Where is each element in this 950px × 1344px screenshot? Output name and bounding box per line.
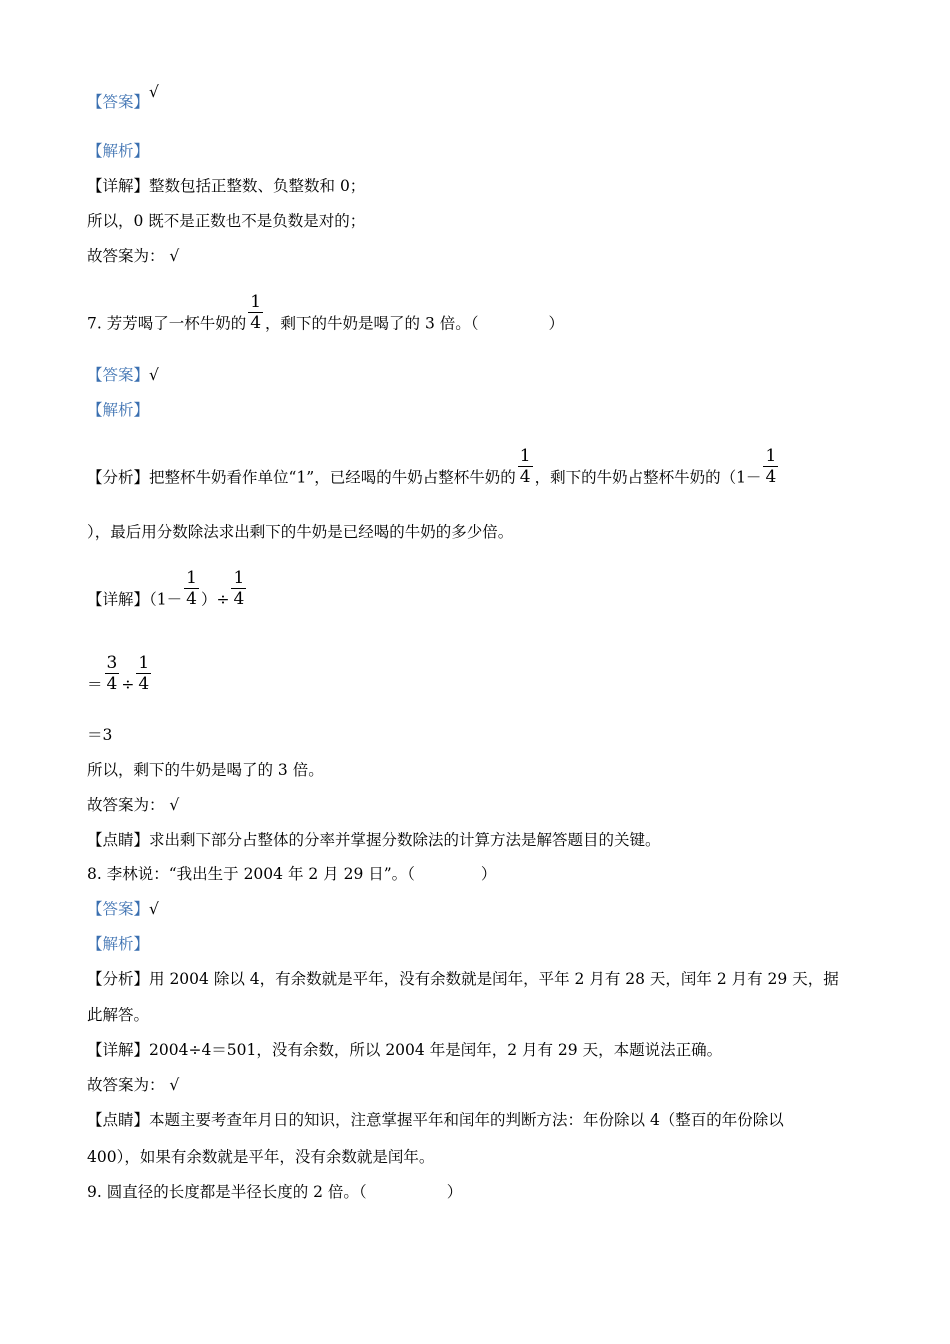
q7-conclusion: 故答案为： √ (87, 796, 180, 814)
answer-mark: √ (149, 83, 159, 101)
fraction-one-quarter (518, 446, 533, 487)
fraction-numerator: 1 (765, 446, 777, 466)
q7-detail-line (87, 568, 248, 621)
q6-conclusion: 故答案为： √ (87, 247, 180, 265)
q6-detail-text: 整数包括正整数、负整数和 0； (149, 177, 366, 195)
q7-detail-text-1: （1－ (149, 590, 183, 609)
q7-question (87, 292, 565, 345)
fraction-denominator: 4 (765, 467, 777, 487)
fraction-numerator: 3 (106, 653, 118, 673)
detail-tag: 【详解】 (87, 177, 150, 195)
q8-question-close: ） (480, 865, 497, 883)
detail-tag: 【详解】 (87, 590, 150, 609)
q7-fenxi-line2: ），最后用分数除法求出剩下的牛奶是已经喝的牛奶的多少倍。 (87, 523, 514, 541)
fenxi-tag: 【分析】 (87, 970, 150, 988)
q7-fenxi-text-1: 把整杯牛奶看作单位“1”，已经喝的牛奶占整杯牛奶的 (149, 468, 516, 487)
fraction-denominator: 4 (106, 674, 118, 694)
fraction-one-quarter (184, 568, 199, 609)
q8-dianjing-line2: 400），如果有余数就是平年，没有余数就是闰年。 (87, 1148, 435, 1166)
q8-fenxi-line2: 此解答。 (87, 1006, 150, 1024)
answer-mark: √ (149, 366, 159, 384)
q8-detail-line (87, 1040, 722, 1060)
answer-tag: 【答案】 (87, 366, 150, 384)
answer-tag: 【答案】 (87, 93, 150, 111)
fraction-numerator: 1 (186, 568, 197, 588)
q8-answer-line (87, 899, 159, 919)
q7-step3: ＝3 (87, 726, 113, 744)
fraction-denominator: 4 (519, 467, 531, 487)
q8-analysis-line (87, 934, 149, 954)
analysis-tag: 【解析】 (87, 401, 150, 419)
q8-fenxi-text: 用 2004 除以 4，有余数就是平年，没有余数就是闰年，平年 2 月有 28 天，闰年 2 月有 29 天，据 (149, 970, 839, 988)
fraction-numerator: 1 (233, 568, 245, 588)
q7-question-suffix: ，剩下的牛奶是喝了的 3 倍。（ (265, 314, 479, 333)
analysis-tag: 【解析】 (87, 142, 150, 160)
q8-detail-text: 2004÷4＝501，没有余数，所以 2004 年是闰年，2 月有 29 天，本题说法正确。 (149, 1041, 723, 1059)
q7-detail-text-2: ）÷ (200, 590, 230, 609)
fraction-one-quarter (231, 568, 246, 609)
fraction-one-quarter (136, 653, 151, 694)
fraction-denominator: 4 (250, 313, 262, 333)
fraction-one-quarter (248, 292, 263, 333)
q9-question-text: 9. 圆直径的长度都是半径长度的 2 倍。（ (87, 1183, 367, 1201)
q9-question (87, 1182, 462, 1202)
fraction-numerator: 1 (519, 446, 531, 466)
q7-answer-line (87, 365, 159, 385)
q7-fenxi-text-2: ，剩下的牛奶占整杯牛奶的（1－ (534, 468, 762, 487)
fraction-denominator: 4 (233, 589, 245, 609)
dianjing-tag: 【点睛】 (87, 831, 150, 849)
fraction-denominator: 4 (186, 589, 197, 609)
fraction-denominator: 4 (138, 674, 150, 694)
q6-analysis-line (87, 141, 149, 161)
q7-so-line: 所以，剩下的牛奶是喝了的 3 倍。 (87, 761, 324, 779)
q7-question-close: ） (548, 314, 565, 333)
dianjing-tag: 【点睛】 (87, 1111, 150, 1129)
q7-dianjing-text: 求出剩下部分占整体的分率并掌握分数除法的计算方法是解答题目的关键。 (149, 831, 661, 849)
q8-question (87, 864, 496, 884)
q8-question-text: 8. 李林说：“我出生于 2004 年 2 月 29 日”。（ (87, 865, 415, 883)
q7-analysis-line (87, 400, 149, 420)
q6-detail-line (87, 176, 365, 196)
fraction-three-quarters (105, 653, 120, 694)
q8-conclusion: 故答案为： √ (87, 1076, 180, 1094)
q8-fenxi-line (87, 969, 839, 989)
fenxi-tag: 【分析】 (87, 468, 150, 487)
answer-mark: √ (149, 900, 159, 918)
q6-answer-line (87, 83, 159, 112)
q8-dianjing-line (87, 1110, 784, 1130)
q7-step2 (87, 653, 153, 706)
equals-sign: ＝ (87, 675, 103, 694)
fraction-numerator: 1 (138, 653, 150, 673)
q8-dianjing-text: 本题主要考查年月日的知识，注意掌握平年和闰年的判断方法：年份除以 4（整百的年份除以 (149, 1111, 784, 1129)
analysis-tag: 【解析】 (87, 935, 150, 953)
divide-sign: ÷ (121, 675, 135, 694)
q7-dianjing-line (87, 830, 661, 850)
q7-question-prefix: 7. 芳芳喝了一杯牛奶的 (87, 314, 247, 333)
answer-tag: 【答案】 (87, 900, 150, 918)
q6-reason-line: 所以，0 既不是正数也不是负数是对的； (87, 212, 366, 230)
q7-fenxi-line (87, 446, 780, 499)
fraction-numerator: 1 (250, 292, 262, 312)
q9-question-close: ） (446, 1183, 463, 1201)
detail-tag: 【详解】 (87, 1041, 150, 1059)
fraction-one-quarter (763, 446, 778, 487)
